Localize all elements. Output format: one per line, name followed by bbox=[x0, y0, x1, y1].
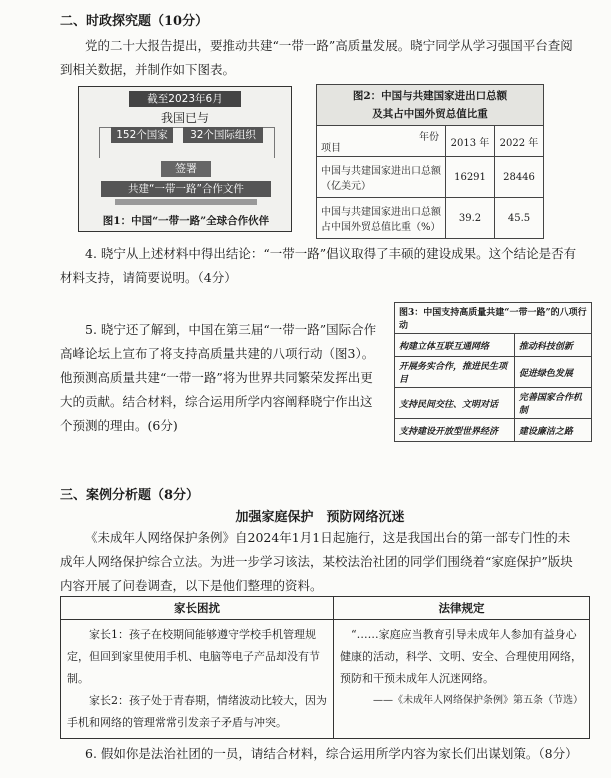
figure-3 bbox=[394, 302, 592, 442]
fig3-item: 开展务实合作，推进民生项目 bbox=[395, 357, 515, 388]
fig2-table bbox=[316, 84, 544, 239]
section3-heading: 三、案例分析题（8分） bbox=[60, 488, 200, 503]
fig2-corner-item: 项目 bbox=[321, 143, 341, 154]
fig1-date: 截至2023年6月 bbox=[129, 91, 241, 107]
fig3-title: 图3：中国支持高质量共建“一带一路”的八项行动 bbox=[395, 303, 592, 334]
question-4: 4. 晓宁从上述材料中得出结论：“一带一路”倡议取得了丰硕的建设成果。这个结论是否有材料支持，请简要说明。（4分） bbox=[60, 246, 577, 285]
fig3-item: 推动科技创新 bbox=[514, 334, 591, 357]
fig1-caption: 图1：中国“一带一路”全球合作伙伴 bbox=[102, 215, 270, 227]
fig2-row-1-label: 中国与共建国家进出口总额（亿美元） bbox=[317, 157, 446, 198]
fig3-item: 建设廉洁之路 bbox=[514, 419, 591, 442]
fig2-year-2022: 2022 年 bbox=[495, 126, 544, 157]
fig3-item: 完善国家合作机制 bbox=[514, 388, 591, 419]
section3-title: 加强家庭保护 预防网络沉迷 bbox=[235, 510, 405, 525]
case-col2-head: 法律规定 bbox=[334, 597, 590, 620]
fig1-head: 我国已与 bbox=[160, 111, 209, 125]
parent-1-text: 家长1：孩子在校期间能够遵守学校手机管理规定，但回到家里使用手机、电脑等电子产品却没有节制。 bbox=[67, 628, 320, 685]
fig2-row-2-label: 中国与共建国家进出口总额占中国外贸总值比重（%） bbox=[317, 198, 446, 239]
fig3-item: 支持民间交往、文明对话 bbox=[395, 388, 515, 419]
fig3-item: 促进绿色发展 bbox=[514, 357, 591, 388]
fig2-year-2013: 2013 年 bbox=[446, 126, 495, 157]
section2-intro: 党的二十大报告提出，要推动共建“一带一路”高质量发展。晓宁同学从学习强国平台查阅到相关数据，并制作如下图表。 bbox=[60, 38, 573, 77]
fig1-orgs: 32个国际组织 bbox=[183, 127, 263, 143]
fig2-row-1-2013: 16291 bbox=[446, 157, 495, 198]
law-source: ——《未成年人网络保护条例》第五条（节选） bbox=[373, 695, 583, 706]
fig1-doc: 共建“一带一路”合作文件 bbox=[101, 181, 271, 197]
section2-heading: 二、时政探究题（10分） bbox=[60, 14, 209, 29]
fig3-item: 构建立体互联互通网络 bbox=[395, 334, 515, 357]
fig2-row-2-2013: 39.2 bbox=[446, 198, 495, 239]
fig1-doc-shadow bbox=[115, 199, 257, 205]
section3-intro: 《未成年人网络保护条例》自2024年1月1日起施行，这是我国出台的第一部专门性的未成年人网络保护综合立法。为进一步学习该法，某校法治社团的同学们围绕着“家庭保护”版块内容开展了问卷调查，以下是他们整理的资料。 bbox=[60, 530, 573, 593]
fig3-item: 支持建设开放型世界经济 bbox=[395, 419, 515, 442]
question-6: 6. 假如你是法治社团的一员，请结合材料，综合运用所学内容为家长们出谋划策。（8分） bbox=[85, 746, 578, 761]
law-text: “……家庭应当教育引导未成年人参加有益身心健康的活动，科学、文明、安全、合理使用网络，预防和干预未成年人沉迷网络。 bbox=[340, 628, 582, 685]
parent-2-text: 家长2：孩子处于青春期，情绪波动比较大，因为手机和网络的管理常常引发亲子矛盾与冲突。 bbox=[67, 694, 327, 729]
fig2-title-2: 及其占中国外贸总值比重 bbox=[372, 108, 488, 120]
fig3-table bbox=[394, 302, 592, 442]
fig2-corner-year: 年份 bbox=[419, 132, 439, 143]
fig2-row-1-2022: 28446 bbox=[495, 157, 544, 198]
question-5: 5. 晓宁还了解到，中国在第三届“一带一路”国际合作高峰论坛上宣布了将支持高质量共建的八项行动（图3）。他预测高质量共建“一带一路”将为世界共同繁荣发挥出更大的贡献。结合材料，综合运用所学内容阐释晓宁作出这个预测的理由。(6分) bbox=[60, 322, 377, 433]
fig1-countries: 152个国家 bbox=[111, 127, 173, 143]
case-col1-head: 家长困扰 bbox=[61, 597, 334, 620]
figure-1 bbox=[78, 86, 292, 232]
fig1-sign: 签署 bbox=[161, 161, 211, 177]
fig2-row-2-2022: 45.5 bbox=[495, 198, 544, 239]
case-table bbox=[60, 596, 590, 739]
figure-2 bbox=[316, 84, 544, 239]
fig2-title-1: 图2：中国与共建国家进出口总额 bbox=[352, 90, 508, 102]
